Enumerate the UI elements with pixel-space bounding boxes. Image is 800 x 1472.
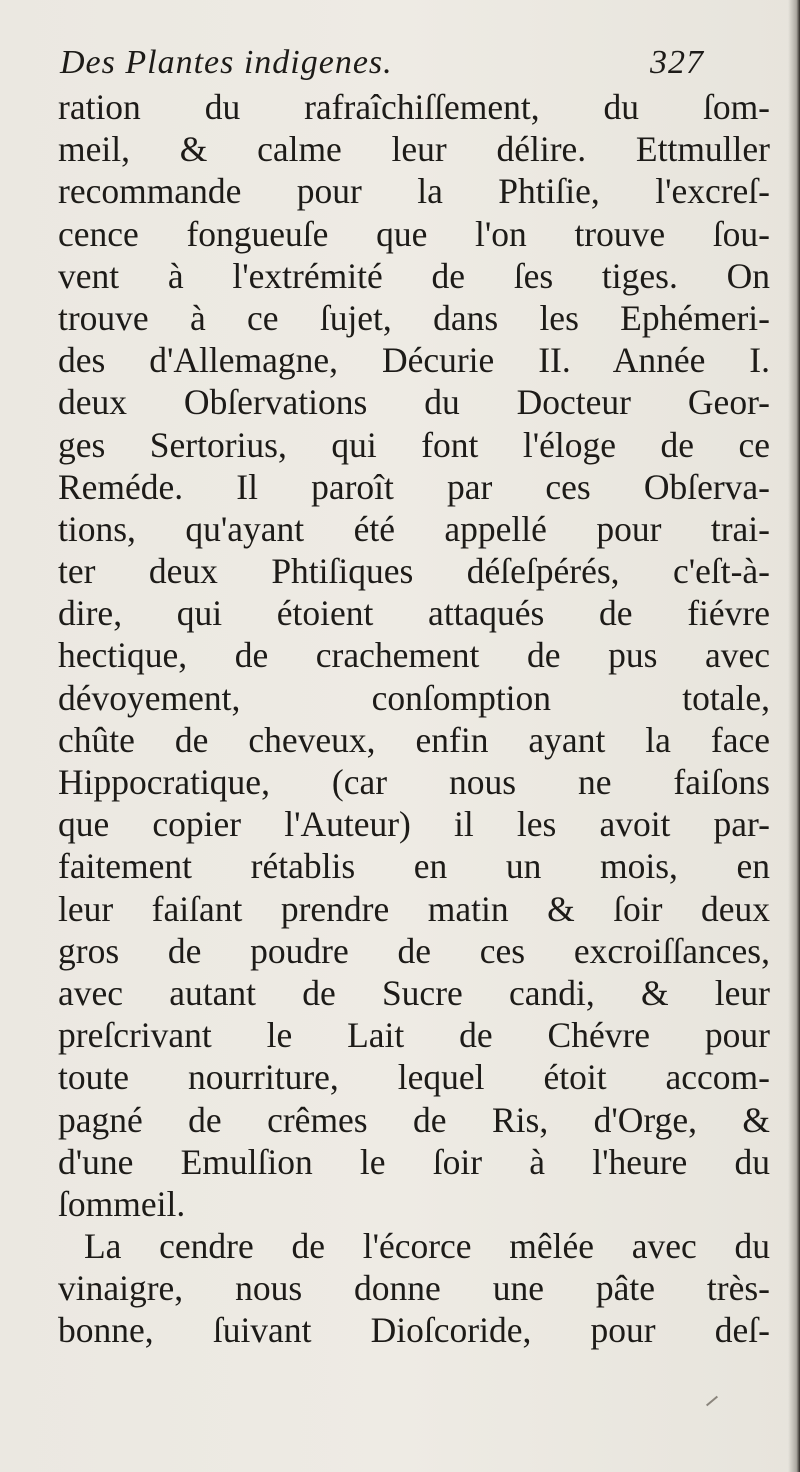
text-line: preſcrivant le Lait de Chévre pour	[58, 1015, 770, 1056]
text-line: dire, qui étoient attaqués de fiévre	[58, 593, 770, 634]
text-line: vinaigre, nous donne une pâte très-	[58, 1268, 770, 1309]
text-line: trouve à ce ſujet, dans les Ephémeri-	[58, 297, 770, 338]
text-line: gros de poudre de ces excroiſſances,	[58, 930, 770, 971]
text-line: Hippocratique, (car nous ne faiſons	[58, 762, 770, 802]
text-line: cence fongueuſe que l'on trouve ſou-	[58, 213, 770, 254]
text-line: tions, qu'ayant été appellé pour trai-	[58, 508, 770, 549]
paragraph-end-line: ſommeil.	[58, 1183, 186, 1224]
text-line: avec autant de Sucre candi, & leur	[58, 972, 770, 1013]
text-line: que copier l'Auteur) il les avoit par-	[58, 804, 770, 845]
text-line: pagné de crêmes de Ris, d'Orge, &	[58, 1099, 770, 1140]
body-text	[58, 86, 770, 1352]
text-line: toute nourriture, lequel étoit accom-	[58, 1057, 770, 1098]
text-line: bonne, ſuivant Dioſcoride, pour deſ-	[58, 1310, 770, 1351]
text-line: ration du rafraîchiſſement, du ſom-	[58, 87, 770, 127]
text-line: deux Obſervations du Docteur Geor-	[58, 382, 770, 423]
page-edge-shadow	[788, 0, 800, 1472]
running-title: Des Plantes indigenes.	[60, 44, 393, 81]
text-line: ter deux Phtiſiques déſeſpérés, c'eſt-à-	[58, 551, 770, 592]
text-line: ges Sertorius, qui font l'éloge de ce	[58, 424, 770, 465]
text-line: dévoyement, conſomption totale,	[58, 677, 770, 718]
paragraph-start-line: La cendre de l'écorce mêlée avec du	[84, 1226, 770, 1267]
text-line: d'une Emulſion le ſoir à l'heure du	[58, 1141, 770, 1182]
ink-mark	[706, 1396, 718, 1407]
text-line: recommande pour la Phtiſie, l'excreſ-	[58, 171, 770, 212]
text-line: hectique, de crachement de pus avec	[58, 635, 770, 676]
text-line: faitement rétablis en un mois, en	[58, 846, 770, 887]
text-line: chûte de cheveux, enfin ayant la face	[58, 719, 770, 760]
text-line: des d'Allemagne, Décurie II. Année I.	[58, 340, 770, 381]
text-line: leur faiſant prendre matin & ſoir deux	[58, 888, 770, 929]
text-line: meil, & calme leur délire. Ettmuller	[58, 129, 770, 170]
text-line: vent à l'extrémité de ſes tiges. On	[58, 255, 770, 296]
page-number: 327	[650, 44, 704, 81]
text-line: Reméde. Il paroît par ces Obſerva-	[58, 466, 770, 507]
